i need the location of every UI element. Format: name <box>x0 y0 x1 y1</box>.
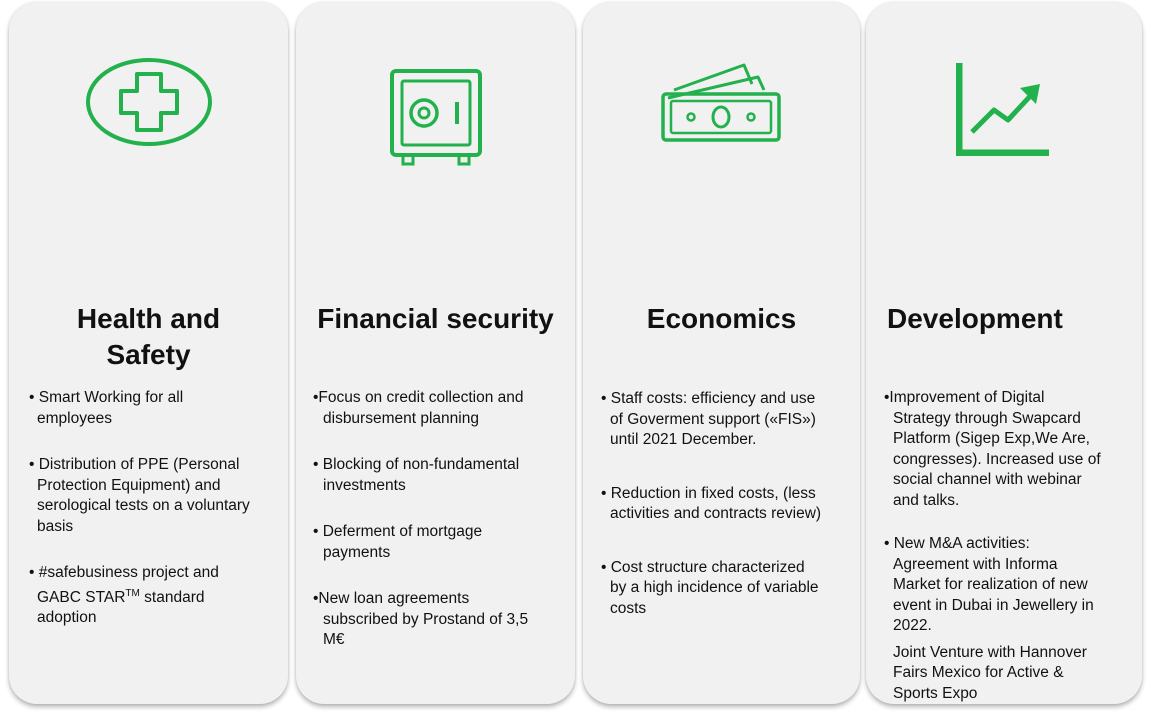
bullet-text: social channel with webinar <box>893 471 1082 488</box>
bullet-text: subscribed by Prostand of 3,5 <box>323 610 529 628</box>
bullet-text: • Smart Working for all <box>29 389 184 406</box>
list-item <box>601 484 852 525</box>
title-line: Health and <box>76 303 221 334</box>
list-item <box>884 534 1128 704</box>
card-economics <box>583 2 860 704</box>
bullet-text: • Distribution of PPE (Personal <box>29 456 240 473</box>
card-title: Financial security <box>317 303 554 334</box>
bullet-text: costs <box>610 599 647 617</box>
bullet-text: • New M&A activities: <box>884 535 1030 552</box>
safe-icon <box>388 68 484 168</box>
list-item <box>601 389 852 451</box>
bullet-text: • Cost structure characterized <box>601 558 805 576</box>
bullet-list <box>29 388 276 655</box>
bullet-text: Strategy through Swapcard <box>893 409 1081 427</box>
bullet-text: Fairs Mexico for Active & <box>893 664 1064 681</box>
growth-chart-icon <box>956 60 1052 156</box>
bullet-text: • Reduction in fixed costs, (less <box>601 484 816 502</box>
bullet-text: investments <box>323 476 406 494</box>
bullet-text: Protection Equipment) and <box>37 476 221 494</box>
bullet-text: Agreement with Informa <box>893 555 1058 573</box>
card-title <box>15 301 282 373</box>
bullet-text: GABC STAR <box>37 588 126 606</box>
bullet-text: of Goverment support («FIS») <box>610 410 816 428</box>
list-item <box>601 558 852 620</box>
bullet-text: • Staff costs: efficiency and use <box>601 390 816 407</box>
bullet-text: M€ <box>323 631 345 648</box>
bullet-text: 2022. <box>893 617 932 634</box>
bullet-text-line <box>37 584 276 609</box>
icon-container <box>9 57 288 172</box>
card-development <box>866 2 1142 704</box>
bullet-text: congresses). Increased use of <box>893 450 1101 468</box>
bullet-text: Market for realization of new <box>893 576 1088 593</box>
list-item <box>884 388 1128 511</box>
card-title: Economics <box>646 303 797 334</box>
bullet-text: Joint Venture with Hannover <box>893 643 1087 661</box>
bullet-text: disbursement planning <box>323 409 479 427</box>
bullet-text: Platform (Sigep Exp,We Are, <box>893 430 1090 447</box>
bullet-text: •Focus on credit collection and <box>313 389 524 406</box>
bullet-list <box>313 388 565 651</box>
bullet-text: • Deferment of mortgage <box>313 523 483 540</box>
card-financial-security <box>296 2 575 704</box>
bullet-text: and talks. <box>893 491 960 509</box>
bullet-text: event in Dubai in Jewellery in <box>893 596 1094 614</box>
bullet-text: Sports Expo <box>893 684 978 702</box>
banknotes-icon <box>660 62 784 144</box>
icon-container <box>583 62 860 177</box>
bullet-text: •Improvement of Digital <box>884 389 1045 406</box>
bullet-text: payments <box>323 543 391 561</box>
bullet-text: • #safebusiness project and <box>29 564 219 581</box>
bullet-list <box>601 389 852 652</box>
icon-container <box>866 60 1142 175</box>
card-title: Development <box>887 303 1063 334</box>
bullet-text: serological tests on a voluntary <box>37 497 250 514</box>
bullet-text: employees <box>37 409 112 427</box>
bullet-text: • Blocking of non-fundamental <box>313 456 520 473</box>
list-item <box>313 388 565 429</box>
list-item <box>29 563 276 629</box>
icon-container <box>296 68 575 183</box>
list-item <box>29 455 276 537</box>
list-item <box>313 589 565 651</box>
medical-cross-icon <box>85 57 213 147</box>
bullet-list <box>884 388 1128 727</box>
bullet-text: activities and contracts review) <box>610 505 822 522</box>
bullet-text: basis <box>37 517 74 535</box>
list-item <box>313 522 565 563</box>
bullet-text: by a high incidence of variable <box>610 579 819 596</box>
bullet-text: adoption <box>37 609 97 626</box>
bullet-text: standard <box>139 588 205 606</box>
list-item <box>313 455 565 496</box>
bullet-text: until 2021 December. <box>610 431 757 448</box>
title-line: Safety <box>106 339 191 370</box>
list-item <box>29 388 276 429</box>
bullet-text: •New loan agreements <box>313 590 470 607</box>
card-health-and-safety <box>9 2 288 704</box>
trademark-superscript: TM <box>125 587 140 599</box>
